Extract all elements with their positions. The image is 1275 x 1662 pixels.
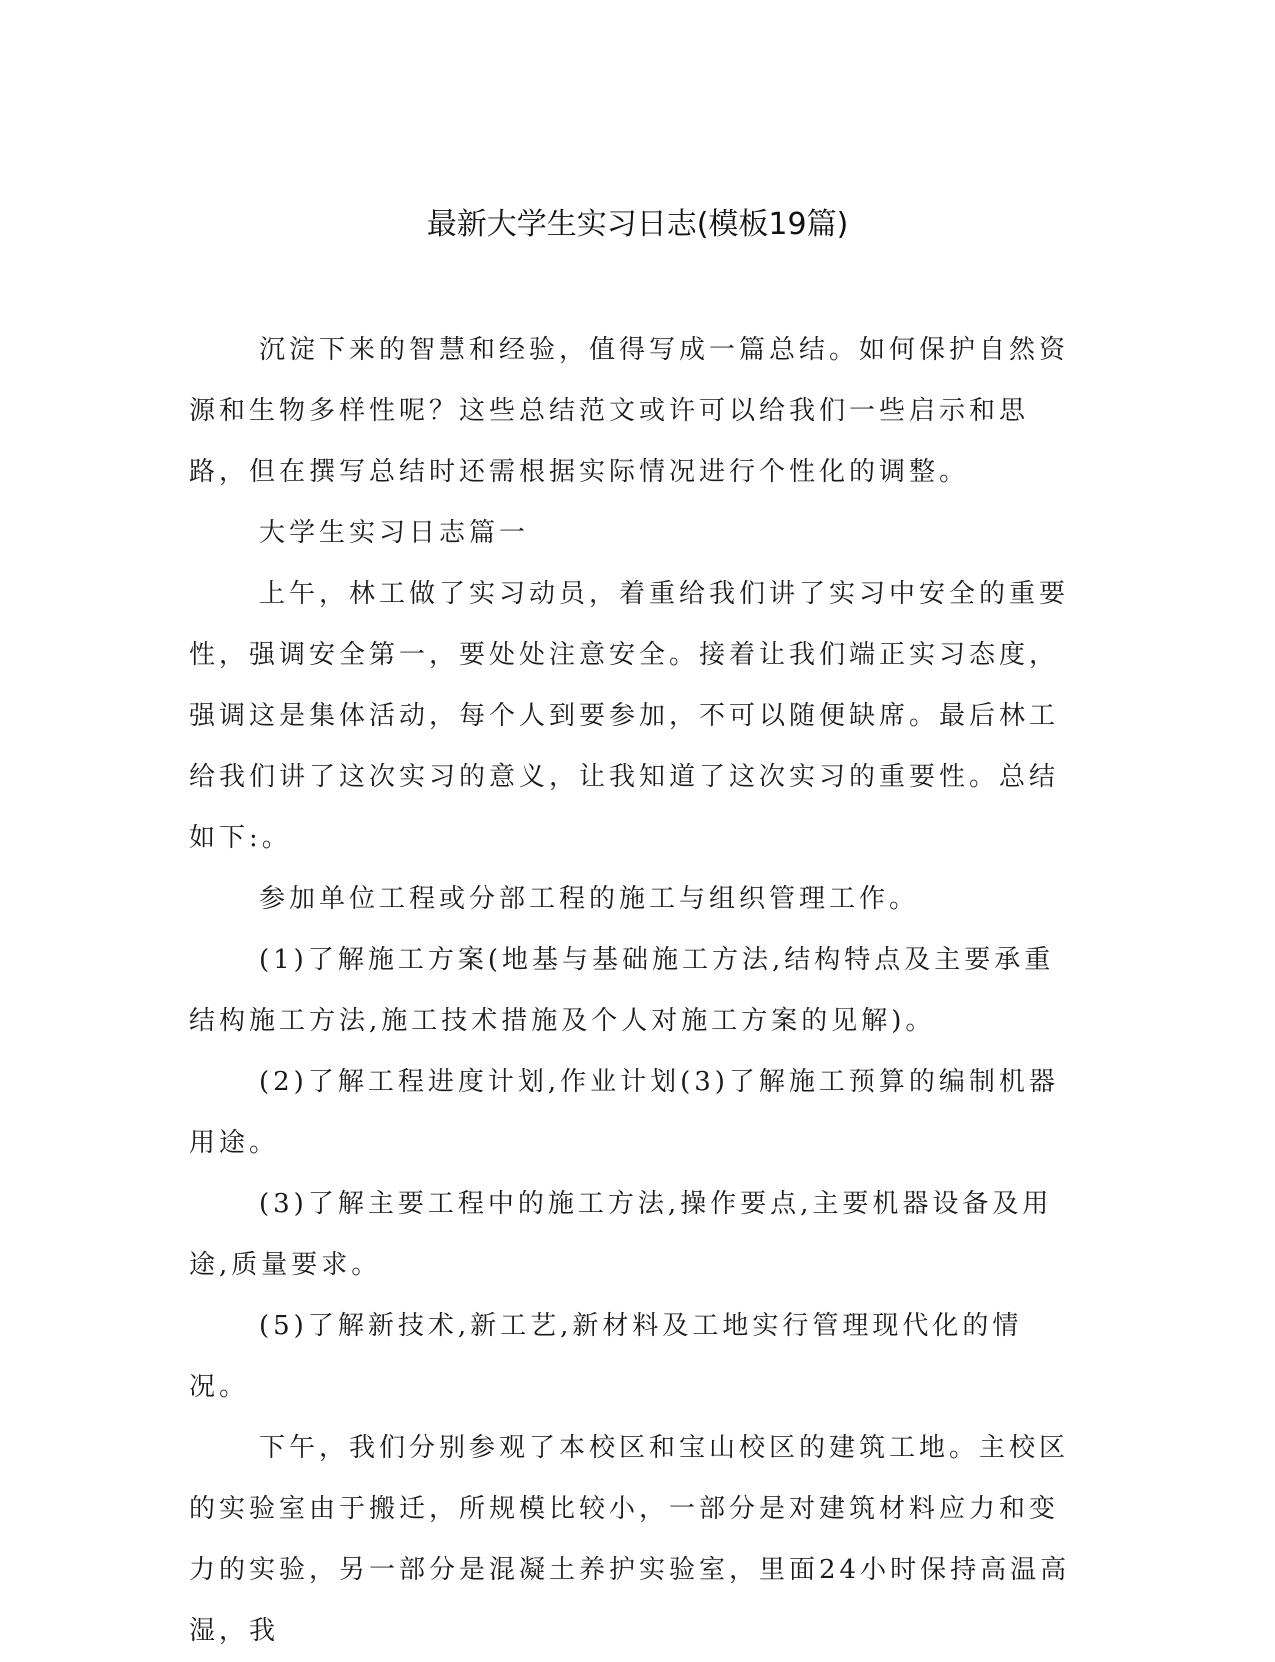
document-body (189, 320, 1077, 1662)
paragraph-morning: 上午，林工做了实习动员，着重给我们讲了实习中安全的重要性，强调安全第一，要处处注意安全。接着让我们端正实习态度，强调这是集体活动，每个人到要参加，不可以随便缺席。最后林工给我们讲了这次实习的意义，让我知道了这次实习的重要性。总结如下:。 (189, 579, 1070, 853)
paragraph-intro: 沉淀下来的智慧和经验，值得写成一篇总结。如何保护自然资源和生物多样性呢？这些总结范文或许可以给我们一些启示和思路，但在撰写总结时还需根据实际情况进行个性化的调整。 (189, 335, 1070, 487)
document-title: 最新大学生实习日志(模板19篇) (426, 207, 849, 242)
list-item-1: (1)了解施工方案(地基与基础施工方法,结构特点及主要承重结构施工方法,施工技术措施及个人对施工方案的见解)。 (189, 945, 1055, 1036)
list-item-3: (3)了解主要工程中的施工方法,操作要点,主要机器设备及用途,质量要求。 (189, 1189, 1053, 1280)
paragraph-task: 参加单位工程或分部工程的施工与组织管理工作。 (259, 884, 920, 914)
list-item-2: (2)了解工程进度计划,作业计划(3)了解施工预算的编制机器用途。 (189, 1067, 1059, 1158)
section-heading: 大学生实习日志篇一 (259, 518, 530, 548)
paragraph-afternoon: 下午，我们分别参观了本校区和宝山校区的建筑工地。主校区的实验室由于搬迁，所规模比较小，一部分是对建筑材料应力和变力的实验，另一部分是混凝土养护实验室，里面24小时保持高温高湿，我 (189, 1433, 1071, 1646)
list-item-5: (5)了解新技术,新工艺,新材料及工地实行管理现代化的情况。 (189, 1311, 1023, 1402)
